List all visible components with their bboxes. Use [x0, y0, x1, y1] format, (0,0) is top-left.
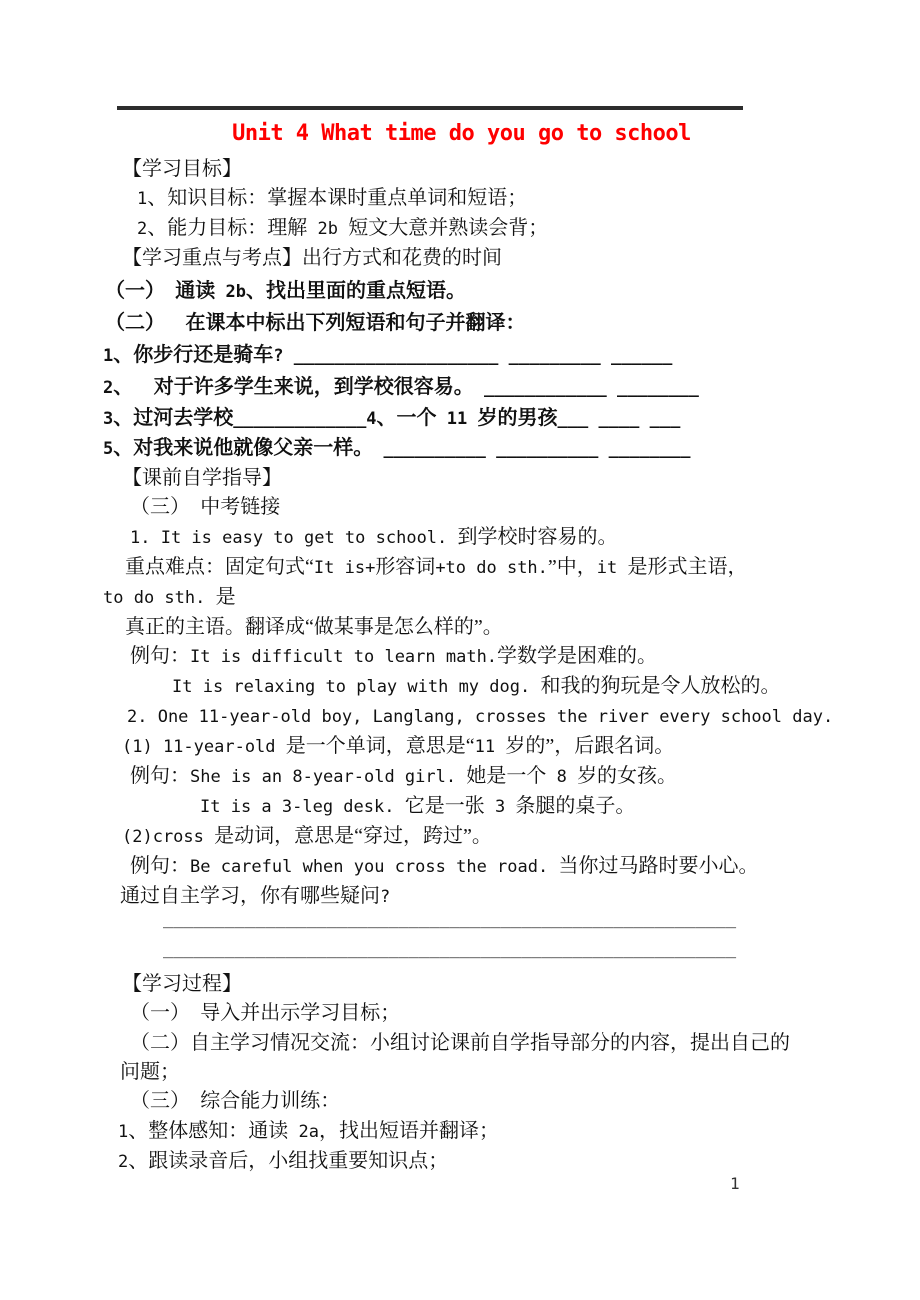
point2-note-2: (2)cross 是动词，意思是“穿过，跨过”。 — [122, 825, 492, 847]
point1-sentence: 1. It is easy to get to school. 到学校时容易的。 — [130, 526, 618, 548]
translate-item-5: 5、对我来说他就像父亲一样。 __________ __________ ________ — [103, 437, 691, 459]
goal-knowledge: 1、知识目标：掌握本课时重点单词和短语； — [137, 187, 528, 209]
point2-sentence: 2. One 11-year-old boy, Langlang, crosses the river every school day. — [127, 707, 834, 727]
point2-note-1: (1) 11-year-old 是一个单词，意思是“11 岁的”，后跟名词。 — [122, 735, 675, 757]
exam-link-header: （三） 中考链接 — [130, 496, 281, 518]
point1-note-1: 重点难点：固定句式“It is+形容词+to do sth.”中，it 是形式主语， — [125, 556, 748, 578]
self-study-question: 通过自主学习，你有哪些疑问? — [120, 885, 391, 907]
translate-item-1: 1、你步行还是骑车? ____________________ _________ ______ — [103, 344, 673, 366]
process-step-1: （一） 导入并出示学习目标； — [130, 1002, 401, 1024]
process-sub-1: 1、整体感知：通读 2a，找出短语并翻译； — [118, 1120, 499, 1142]
focus-points: 【学习重点与考点】出行方式和花费的时间 — [122, 247, 502, 269]
answer-blank-2: ________________________________________________________ — [163, 939, 737, 959]
process-header: 【学习过程】 — [122, 973, 242, 995]
preview-guide-header: 【课前自学指导】 — [122, 467, 282, 489]
answer-blank-1: ________________________________________________________ — [163, 909, 737, 929]
point1-example-2: It is relaxing to play with my dog. 和我的狗玩是令人放松的。 — [172, 675, 781, 697]
goal-ability: 2、能力目标：理解 2b 短文大意并熟读会背； — [137, 217, 549, 239]
point2-example-1: 例句：She is an 8-year-old girl. 她是一个 8 岁的女孩。 — [130, 765, 678, 787]
process-step-3: （三） 综合能力训练： — [130, 1090, 341, 1112]
process-sub-2: 2、跟读录音后，小组找重要知识点； — [118, 1150, 449, 1172]
task-read-2b: （一） 通读 2b、找出里面的重点短语。 — [105, 280, 466, 302]
point1-example-1: 例句：It is difficult to learn math.学数学是困难的。 — [130, 645, 658, 667]
point1-note-2: to do sth. 是 — [103, 586, 236, 608]
translate-item-3-4: 3、过河去学校_____________4、一个 11 岁的男孩___ ____ ___ — [103, 407, 681, 429]
goals-header: 【学习目标】 — [122, 158, 242, 180]
page-title: Unit 4 What time do you go to school — [232, 121, 691, 146]
top-rule — [117, 106, 743, 110]
translate-item-2: 2、 对于许多学生来说，到学校很容易。 ____________ ________ — [103, 376, 699, 398]
point1-note-3: 真正的主语。翻译成“做某事是怎么样的”。 — [125, 616, 503, 638]
page-number: 1 — [730, 1174, 740, 1193]
point2-example-2: It is a 3-leg desk. 它是一张 3 条腿的桌子。 — [200, 795, 636, 817]
process-step-2: （二）自主学习情况交流：小组讨论课前自学指导部分的内容，提出自己的 — [130, 1032, 790, 1054]
document-content — [103, 106, 834, 1177]
point2-example-3: 例句：Be careful when you cross the road. 当你过马路时要小心。 — [130, 855, 759, 877]
task-mark-translate: （二） 在课本中标出下列短语和句子并翻译： — [105, 312, 526, 334]
process-step-2-cont: 问题； — [120, 1061, 180, 1083]
